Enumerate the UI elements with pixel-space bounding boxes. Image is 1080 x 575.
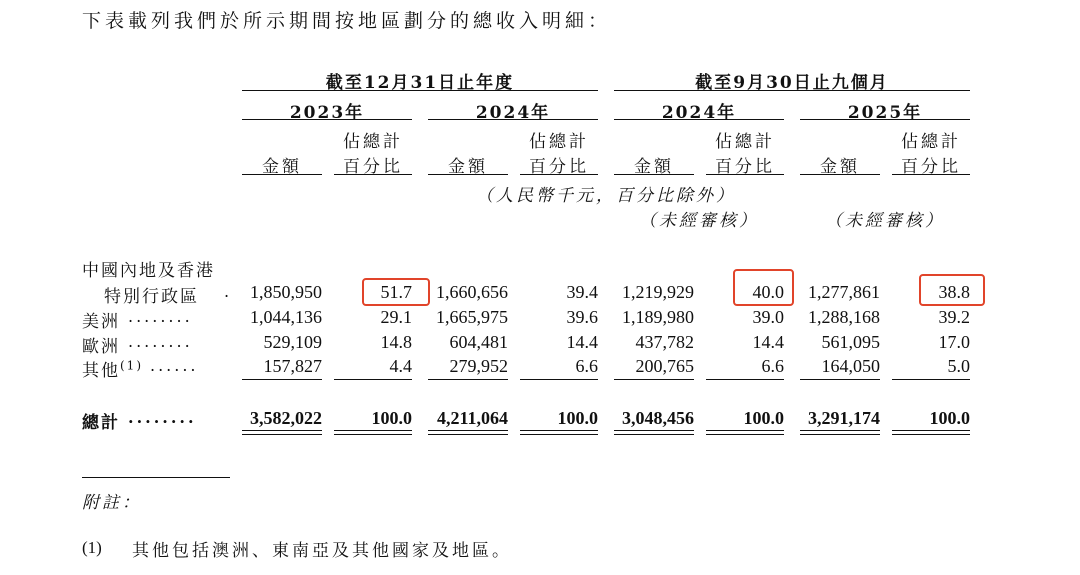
- subtotal-rule: [242, 379, 322, 380]
- total-double-rule: [520, 430, 598, 435]
- subtotal-rule: [428, 379, 508, 380]
- cell-amount: 164,050: [821, 356, 880, 376]
- year-rule: [614, 119, 784, 120]
- unaudited-note: （未經審核）: [825, 211, 945, 231]
- year-rule: [428, 119, 598, 120]
- cell-amount-total: 3,582,022: [250, 408, 322, 428]
- cell-percent-total: 100.0: [743, 408, 784, 428]
- cell-percent: 14.8: [380, 332, 412, 352]
- col-pct-header: 百分比: [529, 157, 589, 177]
- cell-amount: 561,095: [821, 332, 880, 352]
- col-pct-header: 佔總計: [529, 132, 589, 152]
- cell-percent: 4.4: [389, 356, 412, 376]
- cell-percent: 51.7: [380, 282, 412, 302]
- col-rule: [242, 174, 322, 175]
- row-label-china-hk-line2: 特別行政區: [104, 287, 199, 307]
- cell-amount: 437,782: [635, 332, 694, 352]
- cell-percent: 6.6: [761, 356, 784, 376]
- total-double-rule: [242, 430, 322, 435]
- cell-percent: 40.0: [752, 282, 784, 302]
- cell-amount: 1,219,929: [622, 282, 694, 302]
- col-pct-header: 百分比: [715, 157, 775, 177]
- cell-amount: 1,850,950: [250, 282, 322, 302]
- col-pct-header: 佔總計: [715, 132, 775, 152]
- cell-percent: 14.4: [566, 332, 598, 352]
- cell-amount-total: 3,291,174: [808, 408, 880, 428]
- col-rule: [334, 174, 412, 175]
- col-pct-header: 百分比: [343, 157, 403, 177]
- total-double-rule: [428, 430, 508, 435]
- cell-percent: 29.1: [380, 307, 412, 327]
- period-header-nine-months: 截至9月30日止九個月: [695, 73, 889, 93]
- subtotal-rule: [706, 379, 784, 380]
- cell-percent: 38.8: [938, 282, 970, 302]
- cell-amount: 1,277,861: [808, 282, 880, 302]
- year-header-2025: 2025年: [847, 103, 923, 123]
- col-pct-header: 佔總計: [901, 132, 961, 152]
- subtotal-rule: [614, 379, 694, 380]
- cell-amount: 1,044,136: [250, 307, 322, 327]
- subtotal-rule: [892, 379, 970, 380]
- footnotes-heading: 附註：: [82, 493, 142, 513]
- cell-amount-total: 3,048,456: [622, 408, 694, 428]
- row-label-china-hk: 中國內地及香港: [82, 261, 215, 281]
- cell-percent: 6.6: [575, 356, 598, 376]
- highlight-box: [733, 269, 794, 306]
- cell-percent-total: 100.0: [371, 408, 412, 428]
- col-rule: [428, 174, 508, 175]
- year-rule: [242, 119, 412, 120]
- subtotal-rule: [334, 379, 412, 380]
- cell-amount: 200,765: [635, 356, 694, 376]
- col-rule: [614, 174, 694, 175]
- row-leader-dots: ........: [128, 307, 193, 326]
- col-rule: [800, 174, 880, 175]
- cell-amount-total: 4,211,064: [436, 408, 508, 428]
- footnote-separator: [82, 477, 230, 478]
- footnote-text: 其他包括澳洲、東南亞及其他國家及地區。: [132, 541, 512, 561]
- footnote-mark: (1): [82, 538, 102, 557]
- row-leader-dots: ........: [128, 332, 193, 351]
- col-rule: [520, 174, 598, 175]
- cell-percent: 39.2: [938, 307, 970, 327]
- cell-percent: 14.4: [752, 332, 784, 352]
- row-label-others-text: 其他: [82, 361, 120, 381]
- row-leader-dots: .: [224, 282, 233, 301]
- cell-percent: 17.0: [938, 332, 970, 352]
- intro-text: 下表載列我們於所示期間按地區劃分的總收入明細：: [82, 10, 612, 32]
- cell-amount: 1,288,168: [808, 307, 880, 327]
- unaudited-note: （未經審核）: [639, 211, 759, 231]
- col-amount-header: 金額: [448, 157, 488, 177]
- cell-amount: 529,109: [263, 332, 322, 352]
- period-rule-full-year: [242, 90, 598, 91]
- highlight-box: [919, 274, 985, 306]
- footnote-marker: (1): [120, 358, 143, 373]
- year-header-2023: 2023年: [289, 103, 365, 123]
- subtotal-rule: [520, 379, 598, 380]
- total-double-rule: [800, 430, 880, 435]
- year-header-2024-nine: 2024年: [661, 103, 737, 123]
- year-header-2024-full: 2024年: [475, 103, 551, 123]
- year-rule: [800, 119, 970, 120]
- period-header-full-year: 截至12月31日止年度: [325, 73, 515, 93]
- cell-amount: 1,660,656: [436, 282, 508, 302]
- row-label-americas: 美洲: [82, 312, 120, 332]
- cell-percent: 39.4: [566, 282, 598, 302]
- cell-percent-total: 100.0: [557, 408, 598, 428]
- cell-percent: 39.0: [752, 307, 784, 327]
- subtotal-rule: [800, 379, 880, 380]
- row-leader-dots: ........: [128, 408, 197, 427]
- cell-percent-total: 100.0: [929, 408, 970, 428]
- col-rule: [892, 174, 970, 175]
- col-pct-header: 佔總計: [343, 132, 403, 152]
- period-rule-nine-months: [614, 90, 970, 91]
- row-label-total: 總計: [82, 413, 120, 433]
- row-label-others: [82, 356, 143, 381]
- total-double-rule: [334, 430, 412, 435]
- row-label-europe: 歐洲: [82, 337, 120, 357]
- cell-percent: 39.6: [566, 307, 598, 327]
- cell-amount: 1,665,975: [436, 307, 508, 327]
- unit-note: （人民幣千元，百分比除外）: [476, 186, 736, 206]
- col-amount-header: 金額: [262, 157, 302, 177]
- total-double-rule: [892, 430, 970, 435]
- cell-amount: 604,481: [449, 332, 508, 352]
- cell-amount: 157,827: [263, 356, 322, 376]
- row-leader-dots: ......: [150, 356, 199, 375]
- col-amount-header: 金額: [634, 157, 674, 177]
- cell-amount: 1,189,980: [622, 307, 694, 327]
- total-double-rule: [614, 430, 694, 435]
- cell-percent: 5.0: [947, 356, 970, 376]
- total-double-rule: [706, 430, 784, 435]
- col-pct-header: 百分比: [901, 157, 961, 177]
- col-rule: [706, 174, 784, 175]
- col-amount-header: 金額: [820, 157, 860, 177]
- cell-amount: 279,952: [449, 356, 508, 376]
- highlight-box: [362, 278, 430, 306]
